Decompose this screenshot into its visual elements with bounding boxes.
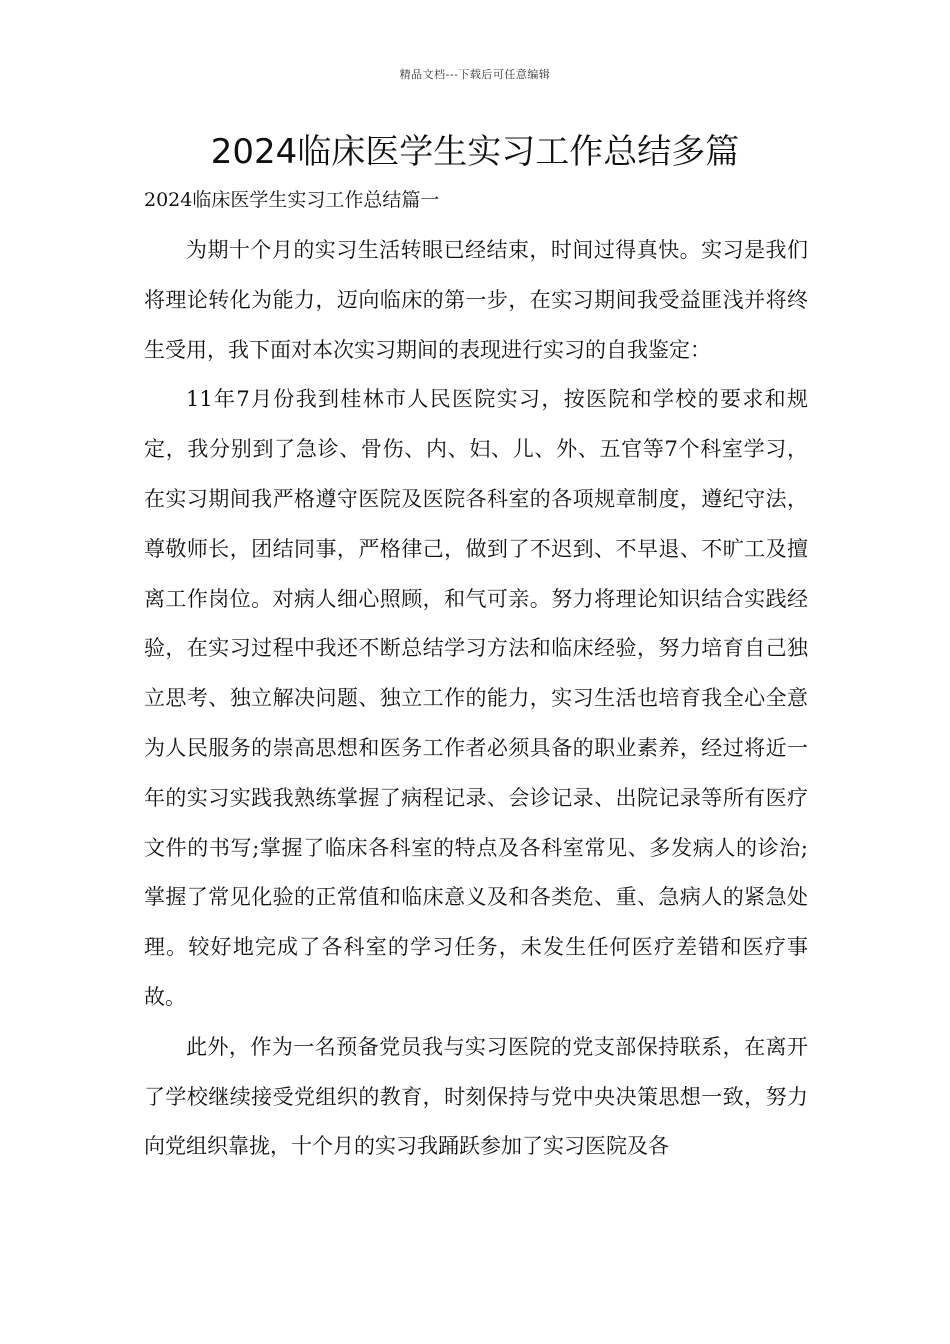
- paragraph: 11年7月份我到桂林市人民医院实习，按医院和学校的要求和规定，我分别到了急诊、骨伤、内、妇、儿、外、五官等7个科室学习，在实习期间我严格遵守医院及医院各科室的各项规章制度，遵纪守法，尊敬师长，团结同事，严格律己，做到了不迟到、不早退、不旷工及擅离工作岗位。对病人细心照顾，和气可亲。努力将理论知识结合实践经验，在实习过程中我还不断总结学习方法和临床经验，努力培育自己独立思考、独立解决问题、独立工作的能力，实习生活也培育我全心全意为人民服务的崇高思想和医务工作者必须具备的职业素养，经过将近一年的实习实践我熟练掌握了病程记录、会诊记录、出院记录等所有医疗文件的书写;掌握了临床各科室的特点及各科室常见、多发病人的诊治;掌握了常见化验的正常值和临床意义及和各类危、重、急病人的紧急处理。较好地完成了各科室的学习任务，未发生任何医疗差错和医疗事故。: [144, 387, 808, 1009]
- page-title: 2024临床医学生实习工作总结多篇: [210, 132, 740, 172]
- body-text: [144, 226, 808, 1172]
- paragraph: 为期十个月的实习生活转眼已经结束，时间过得真快。实习是我们将理论转化为能力，迈向临床的第一步，在实习期间我受益匪浅并将终生受用，我下面对本次实习期间的表现进行实习的自我鉴定：: [144, 238, 808, 362]
- section-heading: 2024临床医学生实习工作总结篇一: [144, 189, 440, 211]
- paragraph: 此外，作为一名预备党员我与实习医院的党支部保持联系，在离开了学校继续接受党组织的教育，时刻保持与党中央决策思想一致，努力向党组织靠拢，十个月的实习我踊跃参加了实习医院及各: [144, 1034, 808, 1159]
- header-note: 精品文档---下载后可任意编辑: [399, 68, 551, 81]
